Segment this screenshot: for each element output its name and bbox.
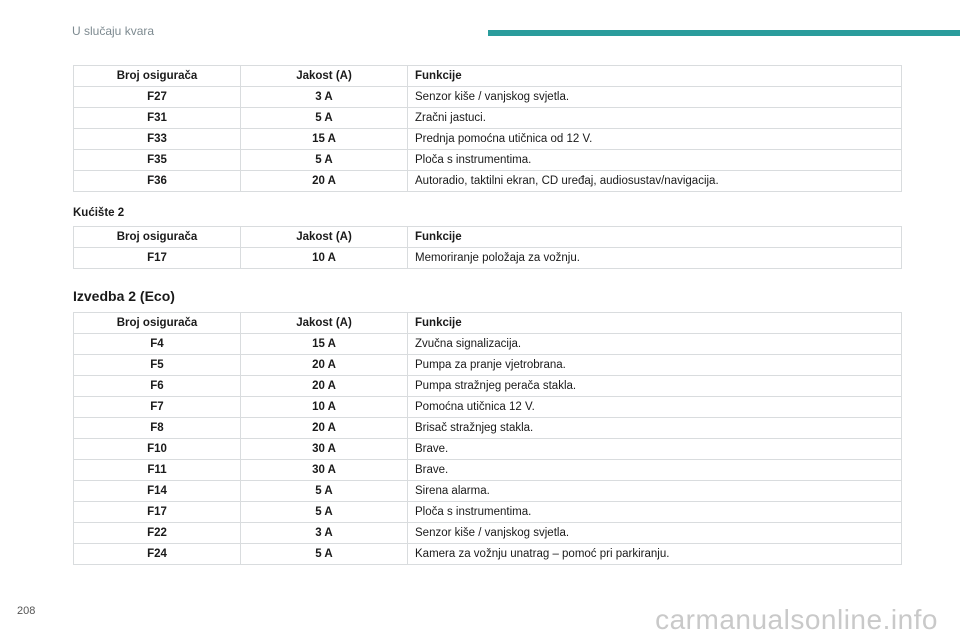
box-2-caption: Kućište 2 (73, 207, 125, 219)
table-row (74, 129, 902, 150)
table-row (74, 418, 902, 439)
fuse-number: F8 (74, 418, 241, 439)
fuse-function: Pomoćna utičnica 12 V. (408, 397, 902, 418)
table-row (74, 481, 902, 502)
table-row (74, 334, 902, 355)
fuse-amperage: 20 A (241, 376, 408, 397)
fuse-function: Senzor kiše / vanjskog svjetla. (408, 87, 902, 108)
column-header-amps: Jakost (A) (241, 227, 408, 248)
fuse-amperage: 5 A (241, 108, 408, 129)
fuse-function: Sirena alarma. (408, 481, 902, 502)
fuse-number: F35 (74, 150, 241, 171)
fuse-number: F14 (74, 481, 241, 502)
column-header-fuse: Broj osigurača (74, 66, 241, 87)
fuse-number: F17 (74, 248, 241, 269)
column-header-function: Funkcije (408, 313, 902, 334)
column-header-fuse: Broj osigurača (74, 227, 241, 248)
table-header-row (74, 313, 902, 334)
header-accent-bar (488, 30, 960, 36)
fuse-function: Brisač stražnjeg stakla. (408, 418, 902, 439)
column-header-fuse: Broj osigurača (74, 313, 241, 334)
table-row (74, 355, 902, 376)
fuse-number: F24 (74, 544, 241, 565)
fuse-amperage: 5 A (241, 150, 408, 171)
fuse-number: F22 (74, 523, 241, 544)
table-row (74, 376, 902, 397)
table-row (74, 248, 902, 269)
fuse-number: F4 (74, 334, 241, 355)
fuse-amperage: 15 A (241, 129, 408, 150)
fuse-function: Memoriranje položaja za vožnju. (408, 248, 902, 269)
column-header-function: Funkcije (408, 227, 902, 248)
fuse-function: Ploča s instrumentima. (408, 502, 902, 523)
fuse-amperage: 3 A (241, 523, 408, 544)
column-header-amps: Jakost (A) (241, 66, 408, 87)
fuse-number: F6 (74, 376, 241, 397)
fuse-function: Brave. (408, 439, 902, 460)
table-row (74, 502, 902, 523)
fuse-function: Zračni jastuci. (408, 108, 902, 129)
fuse-amperage: 5 A (241, 502, 408, 523)
fuse-function: Autoradio, taktilni ekran, CD uređaj, audiosustav/navigacija. (408, 171, 902, 192)
fuse-number: F36 (74, 171, 241, 192)
fuse-amperage: 20 A (241, 418, 408, 439)
fuse-function: Pumpa za pranje vjetrobrana. (408, 355, 902, 376)
fuse-amperage: 5 A (241, 481, 408, 502)
fuse-function: Kamera za vožnju unatrag – pomoć pri parkiranju. (408, 544, 902, 565)
table-row (74, 108, 902, 129)
fuse-table-1 (73, 65, 902, 192)
section-heading-eco: Izvedba 2 (Eco) (73, 288, 175, 304)
table-header-row (74, 66, 902, 87)
fuse-amperage: 10 A (241, 397, 408, 418)
table-row (74, 150, 902, 171)
table-row (74, 523, 902, 544)
fuse-number: F31 (74, 108, 241, 129)
table-row (74, 439, 902, 460)
table-header-row (74, 227, 902, 248)
fuse-function: Senzor kiše / vanjskog svjetla. (408, 523, 902, 544)
page-number: 208 (17, 605, 36, 617)
table-row (74, 544, 902, 565)
fuse-number: F33 (74, 129, 241, 150)
column-header-function: Funkcije (408, 66, 902, 87)
fuse-number: F11 (74, 460, 241, 481)
fuse-number: F17 (74, 502, 241, 523)
fuse-function: Pumpa stražnjeg perača stakla. (408, 376, 902, 397)
fuse-function: Zvučna signalizacija. (408, 334, 902, 355)
site-watermark: carmanualsonline.info (655, 604, 938, 635)
fuse-amperage: 3 A (241, 87, 408, 108)
section-header-title: U slučaju kvara (72, 24, 155, 38)
column-header-amps: Jakost (A) (241, 313, 408, 334)
fuse-amperage: 15 A (241, 334, 408, 355)
fuse-amperage: 10 A (241, 248, 408, 269)
fuse-number: F27 (74, 87, 241, 108)
fuse-table-3 (73, 312, 902, 565)
fuse-number: F7 (74, 397, 241, 418)
fuse-amperage: 5 A (241, 544, 408, 565)
fuse-function: Brave. (408, 460, 902, 481)
fuse-amperage: 30 A (241, 460, 408, 481)
fuse-function: Prednja pomoćna utičnica od 12 V. (408, 129, 902, 150)
table-row (74, 171, 902, 192)
fuse-number: F5 (74, 355, 241, 376)
fuse-table-2 (73, 226, 902, 269)
fuse-function: Ploča s instrumentima. (408, 150, 902, 171)
table-row (74, 460, 902, 481)
table-row (74, 397, 902, 418)
fuse-amperage: 30 A (241, 439, 408, 460)
fuse-amperage: 20 A (241, 171, 408, 192)
fuse-number: F10 (74, 439, 241, 460)
table-row (74, 87, 902, 108)
fuse-amperage: 20 A (241, 355, 408, 376)
